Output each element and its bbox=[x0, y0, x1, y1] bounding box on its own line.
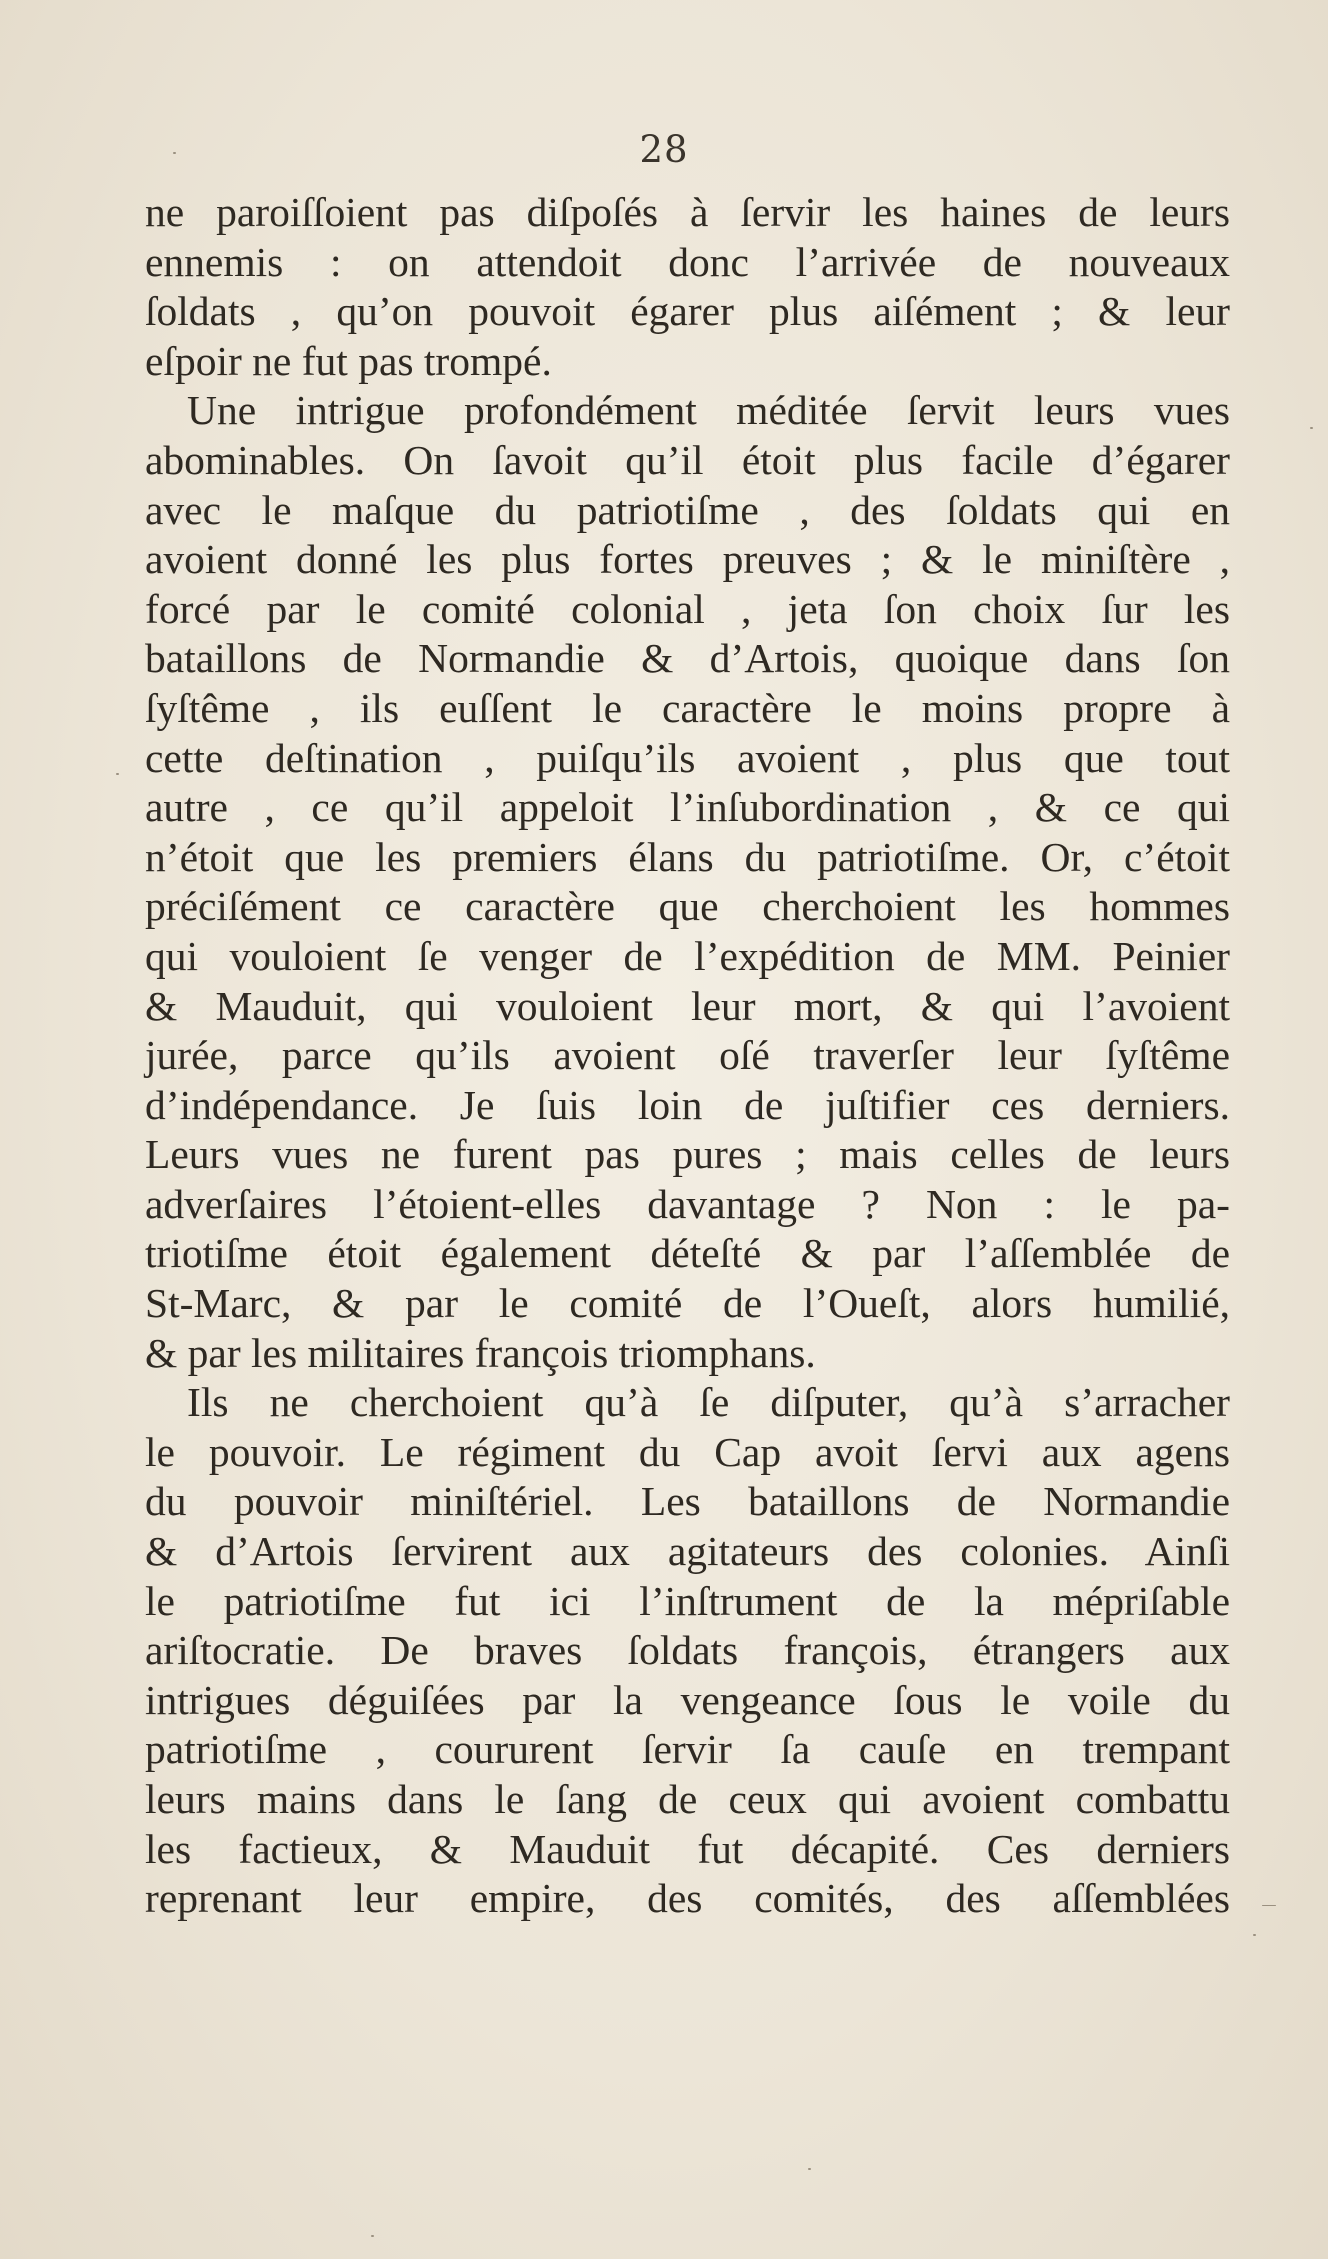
text-line: n’étoit que les premiers élans du patriotiſme. Or, c’étoit bbox=[145, 833, 1230, 880]
text-line: Une intrigue profondément méditée ſervit leurs vues bbox=[187, 387, 1230, 434]
text-line: forcé par le comité colonial , jeta ſon choix ſur les bbox=[145, 585, 1230, 632]
paper-speck bbox=[808, 2168, 811, 2170]
text-line: préciſément ce caractère que cherchoient les hommes bbox=[145, 883, 1230, 930]
text-line: le pouvoir. Le régiment du Cap avoit ſervi aux agens bbox=[145, 1428, 1230, 1475]
text-line: les factieux, & Mauduit fut décapité. Ces derniers bbox=[145, 1825, 1230, 1872]
text-line: du pouvoir miniſtériel. Les bataillons de Normandie bbox=[145, 1478, 1230, 1525]
text-line: ariſtocratie. De braves ſoldats françois, étrangers aux bbox=[145, 1627, 1230, 1674]
paper-speck bbox=[1253, 1934, 1256, 1936]
text-line: le patriotiſme fut ici l’inſtrument de la mépriſable bbox=[145, 1577, 1230, 1624]
page-number: 28 bbox=[639, 128, 689, 171]
text-line: ſoldats , qu’on pouvoit égarer plus aiſément ; & leur bbox=[145, 288, 1230, 335]
text-line: qui vouloient ſe venger de l’expédition de MM. Peinier bbox=[145, 932, 1230, 979]
text-line: patriotiſme , coururent ſervir ſa cauſe en trempant bbox=[145, 1726, 1230, 1773]
text-line: autre , ce qu’il appeloit l’inſubordination , & ce qui bbox=[145, 784, 1230, 831]
text-line: avec le maſque du patriotiſme , des ſoldats qui en bbox=[145, 486, 1230, 533]
text-line: ne paroiſſoient pas diſpoſés à ſervir les haines de leurs bbox=[145, 189, 1230, 235]
text-line: cette deſtination , puiſqu’ils avoient , plus que tout bbox=[145, 734, 1230, 781]
text-line: Ils ne cherchoient qu’à ſe diſputer, qu’à s’arracher bbox=[187, 1379, 1230, 1426]
text-line: jurée, parce qu’ils avoient oſé traverſer leur ſyſtême bbox=[145, 1032, 1230, 1079]
text-line: d’indépendance. Je ſuis loin de juſtifier ces derniers. bbox=[145, 1081, 1230, 1128]
paper-speck bbox=[173, 152, 176, 154]
paper-speck bbox=[1310, 427, 1313, 429]
text-line: intrigues déguiſées par la vengeance ſous le voile du bbox=[145, 1676, 1230, 1723]
text-line: & d’Artois ſervirent aux agitateurs des colonies. Ainſi bbox=[145, 1528, 1230, 1575]
text-line: reprenant leur empire, des comités, des aſſemblées bbox=[145, 1875, 1230, 1922]
text-line: avoient donné les plus fortes preuves ; & le miniſtère , bbox=[145, 536, 1230, 583]
paper-speck bbox=[371, 2235, 374, 2237]
text-line: St-Marc, & par le comité de l’Oueſt, alors humilié, bbox=[145, 1280, 1230, 1327]
text-line: adverſaires l’étoient-elles davantage ? Non : le pa- bbox=[145, 1180, 1230, 1227]
text-line: triotiſme étoit également déteſté & par l’aſſemblée de bbox=[145, 1230, 1230, 1277]
paper-speck bbox=[1262, 1905, 1276, 1906]
text-line: abominables. On ſavoit qu’il étoit plus facile d’égarer bbox=[145, 436, 1230, 483]
text-line: eſpoir ne fut pas trompé. bbox=[145, 337, 552, 384]
text-line: & Mauduit, qui vouloient leur mort, & qui l’avoient bbox=[145, 982, 1230, 1029]
text-line: leurs mains dans le ſang de ceux qui avoient combattu bbox=[145, 1776, 1230, 1822]
body-text bbox=[145, 188, 1230, 1924]
text-line: ſyſtême , ils euſſent le caractère le moins propre à bbox=[145, 684, 1230, 731]
text-line: bataillons de Normandie & d’Artois, quoique dans ſon bbox=[145, 635, 1230, 682]
text-line: Leurs vues ne furent pas pures ; mais celles de leurs bbox=[145, 1131, 1230, 1178]
paper-speck bbox=[116, 773, 119, 775]
text-line: & par les militaires françois triomphans. bbox=[145, 1329, 816, 1376]
text-line: ennemis : on attendoit donc l’arrivée de nouveaux bbox=[145, 238, 1230, 285]
